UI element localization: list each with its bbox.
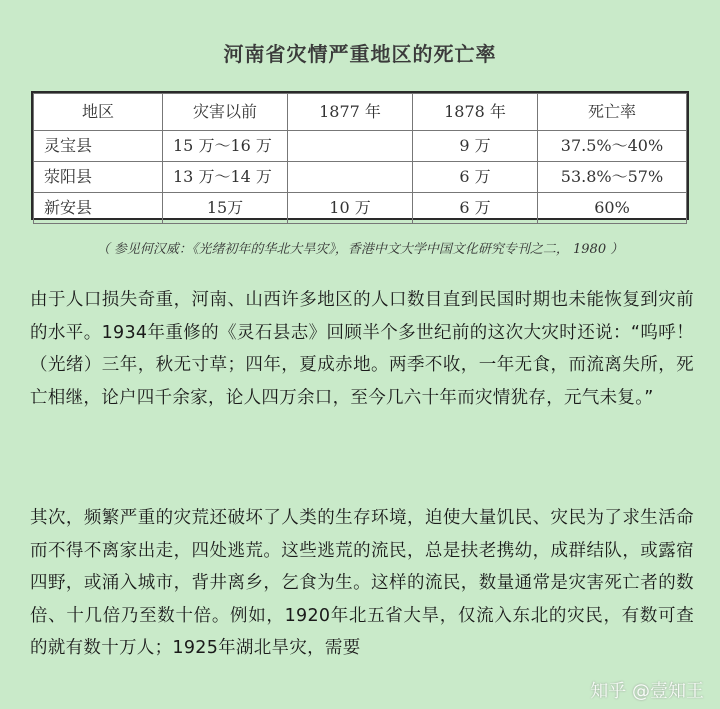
mortality-table: [31, 91, 689, 220]
header-cell: 地区: [34, 94, 163, 131]
table-cell: 15万: [163, 193, 288, 224]
source-citation: （ 参见何汉威：《光绪初年的华北大旱灾》，香港中文大学中国文化研究专刊之二， 1980 ）: [96, 242, 624, 257]
paragraph-population-loss: 由于人口损失奇重，河南、山西许多地区的人口数目直到民国时期也未能恢复到灾前的水平。1934年重修的《灵石县志》回顾半个多世纪前的这次大灾时还说：“呜呼！（光绪）三年，秋无寸草；四年，夏成赤地。两季不收，一年无食，而流离失所，死亡相继，论户四千余家，论人四万余口，至今几六十年而灾情犹存，元气未复。”: [30, 290, 694, 408]
table-cell: 6 万: [413, 193, 538, 224]
table-cell: 15 万～16 万: [163, 131, 288, 162]
paragraph-refugees: 其次，频繁严重的灾荒还破坏了人类的生存环境，迫使大量饥民、灾民为了求生活命而不得不离家出走，四处逃荒。这些逃荒的流民，总是扶老携幼，成群结队，或露宿四野，或涌入城市，背井离乡，乞食为生。这样的流民，数量通常是灾害死亡者的数倍、十几倍乃至数十倍。例如，1920年北五省大旱，仅流入东北的灾民，有数可查的就有数十万人；1925年湖北旱灾，需要: [30, 508, 694, 658]
header-cell: 死亡率: [538, 94, 687, 131]
table-row: [34, 193, 687, 224]
table-cell: 37.5%～40%: [538, 131, 687, 162]
table-cell: 13 万～14 万: [163, 162, 288, 193]
header-cell: 1877 年: [288, 94, 413, 131]
table-cell: 灵宝县: [34, 131, 163, 162]
table-header-row: [34, 94, 687, 131]
table-row: [34, 131, 687, 162]
watermark: 知乎 @壹知王: [590, 681, 704, 702]
table-cell: [288, 162, 413, 193]
table-cell: 6 万: [413, 162, 538, 193]
table-cell: 荥阳县: [34, 162, 163, 193]
table-cell: 53.8%～57%: [538, 162, 687, 193]
table-cell: 新安县: [34, 193, 163, 224]
table-title: 河南省灾情严重地区的死亡率: [223, 42, 497, 66]
table-cell: 10 万: [288, 193, 413, 224]
table-cell: 60%: [538, 193, 687, 224]
header-cell: 1878 年: [413, 94, 538, 131]
table-row: [34, 162, 687, 193]
table-cell: [288, 131, 413, 162]
header-cell: 灾害以前: [163, 94, 288, 131]
table-cell: 9 万: [413, 131, 538, 162]
